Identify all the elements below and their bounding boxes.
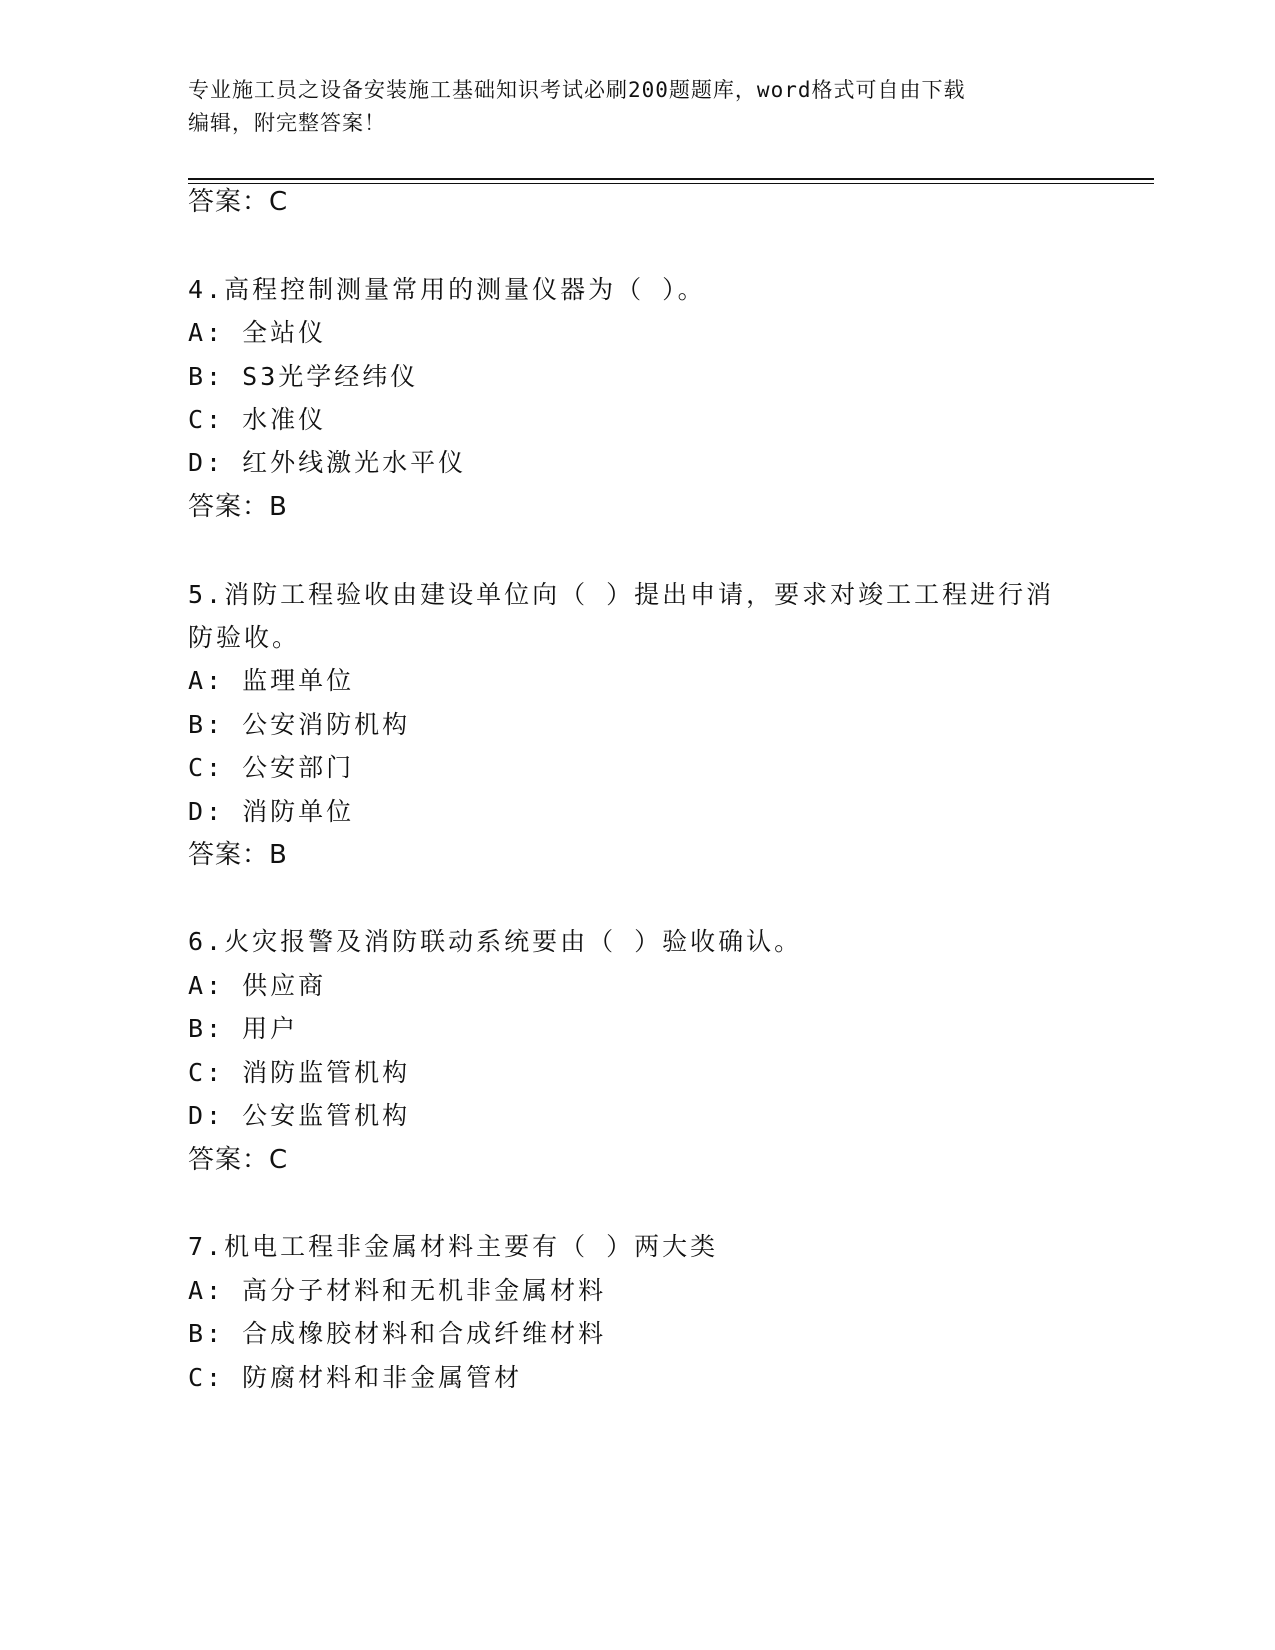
question-5-option-a: A: 监理单位 xyxy=(188,666,355,695)
header-title-line-2: 编辑，附完整答案！ xyxy=(188,111,386,135)
question-4-option-a: A: 全站仪 xyxy=(188,318,327,347)
document-header xyxy=(188,74,1088,140)
question-6-option-b: B: 用户 xyxy=(188,1014,299,1043)
header-divider-thick xyxy=(188,178,1154,180)
question-7-option-b: B: 合成橡胶材料和合成纤维材料 xyxy=(188,1319,607,1348)
question-7-option-a: A: 高分子材料和无机非金属材料 xyxy=(188,1276,607,1305)
question-6-option-d: D: 公安监管机构 xyxy=(188,1101,411,1130)
question-5-answer: 答案：B xyxy=(188,840,288,870)
question-4-answer: 答案：B xyxy=(188,492,288,522)
question-5-option-d: D: 消防单位 xyxy=(188,797,355,826)
question-5-stem-line-1: 5.消防工程验收由建设单位向（ ）提出申请，要求对竣工工程进行消 xyxy=(188,580,1055,609)
question-6-stem: 6.火灾报警及消防联动系统要由（ ）验收确认。 xyxy=(188,927,803,956)
question-5-stem-line-2: 防验收。 xyxy=(188,623,301,652)
question-3-answer: 答案：C xyxy=(188,187,289,217)
question-4-option-c: C: 水准仪 xyxy=(188,405,327,434)
question-5-option-c: C: 公安部门 xyxy=(188,753,355,782)
question-6-option-c: C: 消防监管机构 xyxy=(188,1058,411,1087)
question-4-option-b: B: S3光学经纬仪 xyxy=(188,362,419,391)
question-7-stem: 7.机电工程非金属材料主要有（ ）两大类 xyxy=(188,1232,719,1261)
question-5-option-b: B: 公安消防机构 xyxy=(188,710,411,739)
question-4-stem: 4.高程控制测量常用的测量仪器为（ ）。 xyxy=(188,275,706,304)
question-6-answer: 答案：C xyxy=(188,1145,289,1175)
header-divider-thin xyxy=(188,183,1154,184)
question-4-option-d: D: 红外线激光水平仪 xyxy=(188,448,467,477)
question-7-option-c: C: 防腐材料和非金属管材 xyxy=(188,1363,523,1392)
question-6-option-a: A: 供应商 xyxy=(188,971,327,1000)
header-title-line-1: 专业施工员之设备安装施工基础知识考试必刷200题题库，word格式可自由下载 xyxy=(188,78,966,102)
